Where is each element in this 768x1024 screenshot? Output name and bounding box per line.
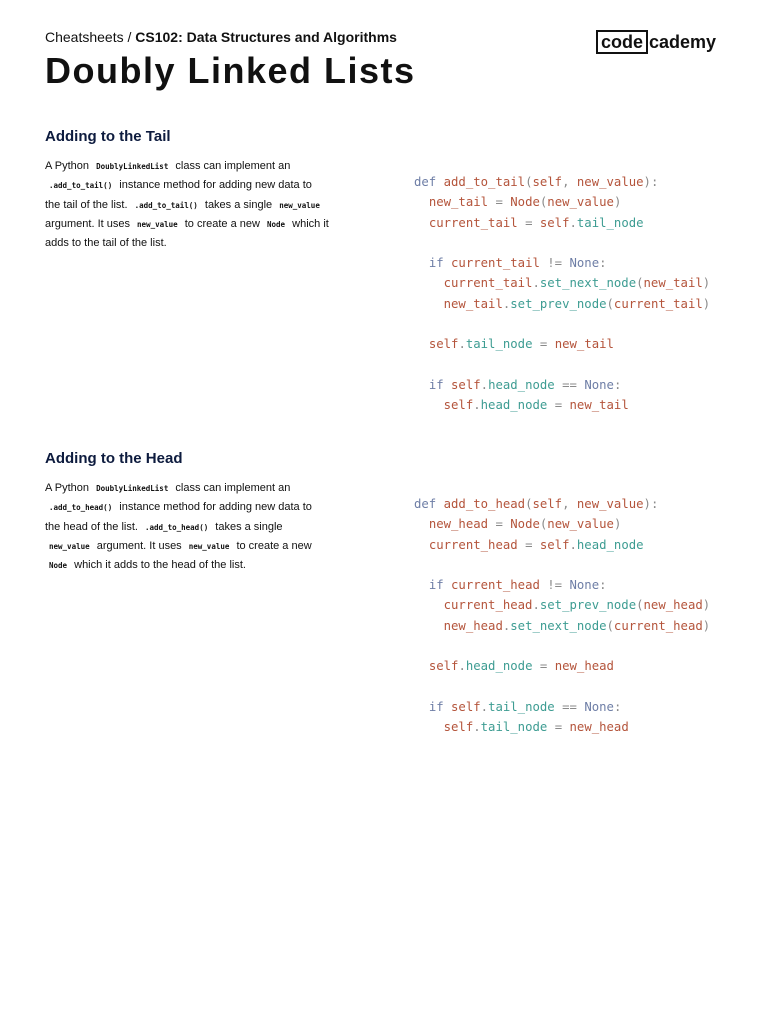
inline-code: .add_to_tail() — [45, 181, 116, 190]
inline-code: new_value — [133, 220, 182, 229]
code-line: if current_tail != None: — [428, 256, 607, 271]
code-line: current_tail.set_next_node(new_tail) — [443, 276, 711, 291]
section-heading: Adding to the Head — [45, 450, 183, 467]
desc-text: which it adds to the head of the list. — [71, 559, 246, 572]
desc-text: argument. It uses — [93, 539, 185, 552]
code-line: current_head.set_prev_node(new_head) — [443, 598, 711, 613]
code-line: new_head.set_next_node(current_head) — [443, 618, 711, 633]
codecademy-logo[interactable] — [596, 30, 716, 54]
code-line: def add_to_tail(self, new_value): — [414, 175, 659, 189]
section-heading: Adding to the Tail — [45, 128, 171, 145]
desc-text: instance method for adding new data to the head of the list. — [45, 501, 312, 533]
desc-text: class can implement an — [172, 482, 291, 494]
inline-code: DoublyLinkedList — [92, 484, 172, 493]
logo-rest-text: cademy — [648, 32, 716, 52]
desc-text: class can implement an — [172, 160, 291, 172]
desc-text: to create a new — [233, 539, 312, 552]
section-description — [45, 157, 330, 252]
code-line: if current_head != None: — [428, 578, 607, 593]
page-title: Doubly Linked Lists — [45, 50, 416, 91]
code-line: self.head_node = new_head — [428, 659, 614, 674]
inline-code: .add_to_head() — [45, 503, 116, 512]
breadcrumb-cheatsheets-link[interactable]: Cheatsheets / — [45, 29, 136, 45]
inline-code: Node — [263, 220, 289, 229]
code-line: new_tail = Node(new_value) — [428, 195, 622, 210]
inline-code: new_value — [45, 542, 94, 551]
inline-code: new_value — [185, 542, 234, 551]
code-line: if self.tail_node == None: — [428, 699, 622, 714]
code-line: current_tail = self.tail_node — [428, 215, 644, 230]
desc-text: A Python — [45, 160, 93, 172]
breadcrumb-course[interactable]: CS102: Data Structures and Algorithms — [135, 29, 397, 45]
logo-box-text: code — [596, 30, 648, 54]
desc-text: to create a new — [181, 217, 264, 230]
code-line: if self.head_node == None: — [428, 377, 622, 392]
code-line: self.head_node = new_tail — [443, 398, 629, 413]
code-line: self.tail_node = new_tail — [428, 337, 614, 352]
code-block — [414, 172, 710, 416]
code-line: new_head = Node(new_value) — [428, 517, 622, 532]
desc-text: instance method for adding new data to the tail of the list. — [45, 179, 312, 211]
inline-code: Node — [45, 561, 71, 570]
section-adding-to-tail — [45, 128, 725, 413]
code-line: self.tail_node = new_head — [443, 720, 629, 735]
code-line: current_head = self.head_node — [428, 537, 644, 552]
desc-text: A Python — [45, 482, 93, 494]
code-block — [414, 494, 710, 738]
inline-code: new_value — [275, 201, 324, 210]
desc-text: takes a single — [201, 198, 276, 211]
section-description — [45, 479, 330, 575]
desc-text: argument. It uses — [45, 217, 134, 230]
code-line: def add_to_head(self, new_value): — [414, 497, 659, 511]
inline-code: DoublyLinkedList — [92, 162, 172, 171]
inline-code: .add_to_tail() — [131, 201, 202, 210]
desc-text: takes a single — [212, 520, 283, 533]
code-line: new_tail.set_prev_node(current_tail) — [443, 296, 711, 311]
desc-text: which it adds to the tail of the list. — [45, 217, 329, 250]
inline-code: .add_to_head() — [141, 523, 212, 532]
section-adding-to-head — [45, 450, 725, 735]
